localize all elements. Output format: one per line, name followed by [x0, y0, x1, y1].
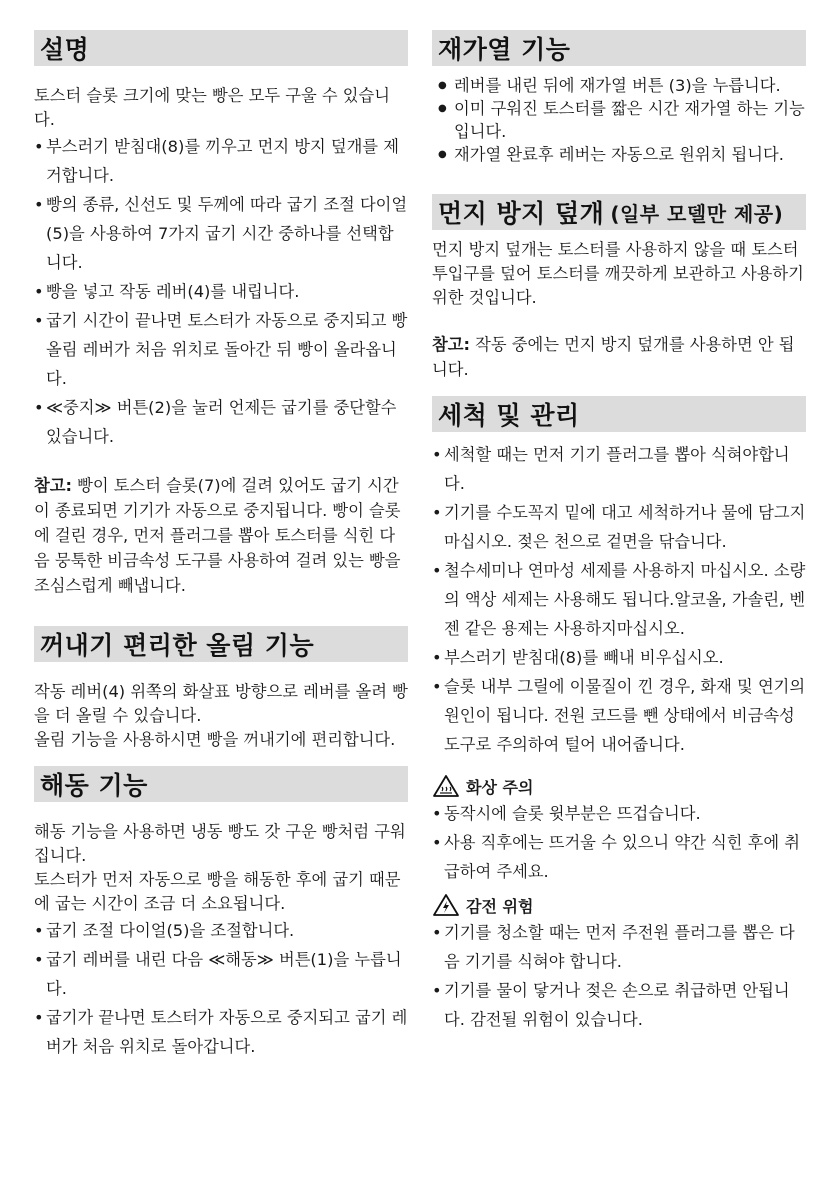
list-item: • 기기를 수도꼭지 밑에 대고 세척하거나 물에 담그지 마십시오. 젖은 천으로 겉면을 닦습니다. [432, 498, 806, 556]
shock-warning-title [432, 892, 806, 918]
list-item: • 기기를 물이 닿거나 젖은 손으로 취급하면 안됩니다. 감전될 위험이 있습니다. [432, 976, 806, 1034]
burn-warning-title [432, 773, 806, 799]
list-item: ● 레버를 내린 뒤에 재가열 버튼 (3)을 누릅니다. [432, 74, 806, 97]
heading-text: 먼지 방지 덮개 [438, 199, 605, 228]
left-column [34, 30, 408, 1061]
reheat-body [432, 74, 806, 166]
list-item: • 굽기 조절 다이얼(5)을 조절합니다. [34, 916, 408, 945]
shock-warning-list [432, 918, 806, 1034]
section-heading-lift [34, 626, 408, 662]
description-steps [34, 132, 408, 451]
list-item: • ≪중지≫ 버튼(2)을 눌러 언제든 굽기를 중단할수 있습니다. [34, 393, 408, 451]
section-heading-reheat [432, 30, 806, 66]
list-item: • 동작시에 슬롯 윗부분은 뜨겁습니다. [432, 799, 806, 828]
heading-text: 설명 [40, 35, 90, 64]
burn-warning-list [432, 799, 806, 886]
cleaning-body [432, 440, 806, 759]
list-item: • 슬롯 내부 그릴에 이물질이 낀 경우, 화재 및 연기의 원인이 됩니다. 전원 코드를 뺀 상태에서 비금속성 도구로 주의하여 털어 내어줍니다. [432, 672, 806, 759]
list-item: ● 이미 구워진 토스터를 짧은 시간 재가열 하는 기능 입니다. [432, 97, 806, 143]
dust-cover-note [432, 332, 806, 382]
description-intro: 토스터 슬롯 크기에 맞는 빵은 모두 구울 수 있습니다. [34, 86, 390, 129]
description-note [34, 473, 408, 598]
note-label: 참고: [432, 335, 470, 354]
list-item: • 굽기 레버를 내린 다음 ≪해동≫ 버튼(1)을 누릅니다. [34, 945, 408, 1003]
warning-title-text: 감전 위험 [466, 896, 534, 916]
heading-text: 꺼내기 편리한 올림 기능 [40, 631, 315, 660]
defrost-body [34, 820, 408, 1061]
list-item: • 부스러기 받침대(8)를 끼우고 먼지 방지 덮개를 제거합니다. [34, 132, 408, 190]
list-item: • 빵의 종류, 신선도 및 두께에 따라 굽기 조절 다이얼(5)을 사용하여 7가지 굽기 시간 중하나를 선택합니다. [34, 190, 408, 277]
lift-body [34, 680, 408, 752]
description-body [34, 84, 408, 598]
list-item: • 철수세미나 연마성 세제를 사용하지 마십시오. 소량의 액상 세제는 사용해도 됩니다.알코올, 가솔린, 벤젠 같은 용제는 사용하지마십시오. [432, 556, 806, 643]
defrost-steps [34, 916, 408, 1061]
hot-surface-warning-icon [432, 774, 460, 798]
list-item: • 부스러기 받침대(8)를 빼내 비우십시오. [432, 643, 806, 672]
list-item: • 굽기 시간이 끝나면 토스터가 자동으로 중지되고 빵 올림 레버가 처음 위치로 돌아간 뒤 빵이 올라옵니다. [34, 306, 408, 393]
heading-text: 해동 기능 [40, 771, 148, 800]
list-item: • 기기를 청소할 때는 먼저 주전원 플러그를 뽑은 다음 기기를 식혀야 합니다. [432, 918, 806, 976]
lift-para-1: 작동 레버(4) 위쪽의 화살표 방향으로 레버를 올려 빵을 더 올릴 수 있습니다. [34, 682, 408, 725]
heading-text: 재가열 기능 [438, 35, 571, 64]
cleaning-list [432, 440, 806, 759]
note-text: 작동 중에는 먼지 방지 덮개를 사용하면 안 됩니다. [432, 335, 795, 379]
dust-cover-body [432, 238, 806, 382]
electric-shock-warning-icon [432, 893, 460, 917]
section-heading-description [34, 30, 408, 66]
list-item: • 사용 직후에는 뜨거울 수 있으니 약간 식힌 후에 취급하여 주세요. [432, 828, 806, 886]
note-text: 빵이 토스터 슬롯(7)에 걸려 있어도 굽기 시간이 종료되면 기기가 자동으로 중지됩니다. 빵이 슬롯에 걸린 경우, 먼저 플러그를 뽑아 토스터를 식힌 다음 뭉툭한 비금속성 도구를 사용하여 걸려 있는 빵을 조심스럽게 빼냅니다. [34, 476, 401, 595]
warning-title-text: 화상 주의 [466, 777, 534, 797]
right-column [432, 30, 806, 1034]
heading-subtext: (일부 모델만 제공) [610, 201, 784, 226]
list-item: ● 재가열 완료후 레버는 자동으로 원위치 됩니다. [432, 143, 806, 166]
list-item: • 빵을 넣고 작동 레버(4)를 내립니다. [34, 277, 408, 306]
defrost-para-1: 해동 기능을 사용하면 냉동 빵도 갓 구운 빵처럼 구워집니다. [34, 822, 406, 865]
note-label: 참고: [34, 476, 72, 495]
list-item: • 굽기가 끝나면 토스터가 자동으로 중지되고 굽기 레버가 처음 위치로 돌아갑니다. [34, 1003, 408, 1061]
heading-text: 세척 및 관리 [438, 401, 580, 430]
dust-cover-para: 먼지 방지 덮개는 토스터를 사용하지 않을 때 토스터 투입구를 덮어 토스터를 깨끗하게 보관하고 사용하기 위한 것입니다. [432, 240, 804, 307]
lift-para-2: 올림 기능을 사용하시면 빵을 꺼내기에 편리합니다. [34, 730, 396, 749]
section-heading-dust-cover [432, 194, 806, 230]
reheat-list [432, 74, 806, 166]
section-heading-defrost [34, 766, 408, 802]
list-item: • 세척할 때는 먼저 기기 플러그를 뽑아 식혀야합니다. [432, 440, 806, 498]
defrost-para-2: 토스터가 먼저 자동으로 빵을 해동한 후에 굽기 때문에 굽는 시간이 조금 더 소요됩니다. [34, 870, 401, 913]
section-heading-cleaning [432, 396, 806, 432]
